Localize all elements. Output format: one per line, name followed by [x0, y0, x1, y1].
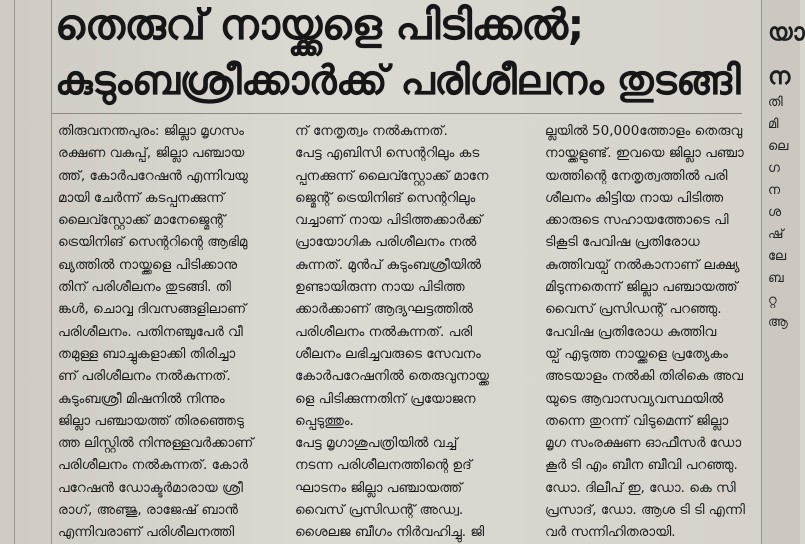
article-text-line: ഉണ്ടായിരുന്ന നായ പിടിത്ത [295, 279, 465, 296]
adjacent-text-fragment: മി [768, 117, 779, 132]
adjacent-text-fragment: ശ [768, 205, 782, 220]
article-text-line: നടന്ന പരിശീലനത്തിന്റെ ഉദ് [295, 457, 472, 474]
article-text-line: യത്തിന്റെ നേതൃത്വത്തിൽ പരി [545, 167, 728, 184]
adjacent-text-fragment: ബ [768, 271, 784, 286]
adjacent-text-fragment: തി [768, 95, 783, 110]
left-gutter-rule [14, 0, 15, 544]
article-text-line: ജില്ലാ പഞ്ചായത്ത് തിരഞ്ഞെടു [58, 412, 244, 429]
article-text-line: ളെ പിടിക്കുന്നതിന് പ്രയോജന [295, 390, 476, 407]
adjacent-text-fragment: ആ [768, 315, 788, 330]
article-text-line: ഘാടനം ജില്ലാ പഞ്ചായത്ത് [295, 479, 463, 496]
article-text-line: ഡോ. ദിലീപ് ഇ, ഡോ. കെ സി [545, 479, 736, 496]
article-text-line: വൈസ് പ്രസിഡന്റ് പറഞ്ഞു. [545, 301, 722, 318]
article-text-line: യുടെ ആവാസവ്യവസ്ഥയിൽ [545, 390, 724, 407]
article-text-line: പ്പനക്കുന്ന് ലൈവ്സ്റ്റോക്ക് മാനേ [295, 167, 489, 184]
article-text-line: എന്നിവരാണ് പരിശീലനത്തി [58, 524, 235, 541]
article-text-line: രാഗ്, അഞ്ജു, രാജേഷ് ബാൻ [58, 502, 238, 519]
article-text-line: തിരുവനന്തപുരം: ജില്ലാ മൃഗസം [58, 123, 244, 139]
article-text-line: അടയാളം നൽകി തിരികെ അവ [545, 368, 743, 385]
article-text-line: ക്കാർക്കാണ് ആദ്യഘട്ടത്തിൽ [295, 301, 473, 318]
article-text-line: പരിശീലനം നൽകുന്നത്. പരി [295, 323, 473, 340]
adjacent-text-fragment: ഷ് [768, 227, 784, 242]
article-text-line: കുത്തിവയ്പ് നൽകാനാണ് ലക്ഷ്യ [545, 256, 740, 273]
article-text-line: ത്ത്, കോർപറേഷൻ എന്നിവയു [58, 167, 248, 184]
article-text-line: പേട്ട മൃഗാശുപത്രിയിൽ വച്ച് [295, 435, 458, 452]
article-text-line: തന്നെ തുറന്ന് വിടുമെന്ന് ജില്ലാ [545, 412, 729, 429]
article-text-line: മായി ചേർന്ന് കടപ്പനക്കുന്ന് [58, 189, 225, 206]
article-text-line: തമുള്ള ബാച്ചുകളാക്കി തിരിച്ചാ [58, 345, 236, 362]
article-text-line: വച്ചാണ് നായ പിടിത്തക്കാർക്ക് [295, 212, 483, 229]
adjacent-text-fragment: ലേ [768, 249, 787, 264]
article-text-line: ത്ത ലിസ്റ്റിൽ നിന്നുള്ളവർക്കാണ് [58, 435, 254, 452]
article-text-line: കൂർ ടി എം ബീന ബീവി പറഞ്ഞു. [545, 457, 738, 474]
article-text-line: ശീലനം ലഭിച്ചവരുടെ സേവനം [295, 345, 481, 362]
article-text-line: യ്പ് എടുത്ത നായ്ക്കളെ പ്രത്യേകം [545, 345, 728, 362]
article-column-2 [295, 120, 530, 544]
headline-line-1: തെരുവ് നായ്ക്കളെ പിടിക്കൽ; [55, 0, 584, 49]
article-text-line: നായ്ക്കളുണ്ട്. ഇവയെ ജില്ലാ പഞ്ചാ [545, 145, 744, 162]
article-text-line: രക്ഷണ വകുപ്പ്, ജില്ലാ പഞ്ചായ [58, 145, 245, 162]
adjacent-text-fragment: ഗ [768, 161, 780, 176]
article-text-line: പ്രായോഗിക പരിശീലനം നൽ [295, 234, 477, 251]
article-text-line: തിന് പരിശീലനം തുടങ്ങി. തി [58, 279, 231, 296]
article-text-line: കോർപറേഷനിൽ തെരുവുനായ്ക്ക [295, 368, 489, 385]
adjacent-article-edge [761, 0, 805, 544]
article-text-line: ടികൂടി പേവിഷ പ്രതിരോധ [545, 234, 700, 251]
article-text-line: പ്രസാദ്, ഡോ. ആശ ടി ടി എന്നി [545, 502, 745, 519]
adjacent-text-fragments [768, 92, 788, 334]
article-text-line: ജ്മെന്റ് ട്രെയിനിങ് സെന്ററിലും [295, 189, 476, 206]
article-text-line: ട്രെയിനിങ് സെന്ററിന്റെ ആഭിമു [58, 234, 248, 251]
article-text-line: പറേഷൻ ഡോക്ടർമാരായ ശ്രീ [58, 479, 243, 496]
headline-line-2: കുടുംബശ്രീക്കാർക്ക് പരിശീലനം തുടങ്ങി [55, 58, 741, 104]
article-text-line: ണ് പരിശീലനം നൽകുന്നത്. [58, 368, 231, 385]
article-text-line: ല്ലയിൽ 50,000ത്തോളം തെരുവു [545, 123, 743, 139]
article-text-line: ന് നേതൃത്വം നൽകുന്നത്. [295, 123, 448, 139]
article-text-line: പേവിഷ പ്രതിരോധ കുത്തിവ [545, 323, 717, 340]
adjacent-text-fragment: ലെ [768, 139, 789, 154]
adjacent-headline-fragment-1: യാ [768, 18, 805, 46]
adjacent-text-fragment: ന [768, 183, 781, 198]
article-text-line: ശൈലജ ബീഗം നിർവഹിച്ചു. ജി [295, 524, 485, 541]
article-text-line: കുടുംബശ്രീ മിഷനിൽ നിന്നും [58, 390, 225, 407]
article-text-line: ഖ്യത്തിൽ നായ്ക്കളെ പിടിക്കാനു [58, 256, 238, 273]
article-text-line: ങ്കൾ, ചൊവ്വ ദിവസങ്ങളിലാണ് [58, 301, 247, 318]
article-text-line: ലൈവ്സ്റ്റോക്ക് മാനേജ്മെന്റ് [58, 212, 226, 229]
article-text-line: വൈസ് പ്രസിഡന്റ് അഡ്വ. [295, 502, 464, 519]
adjacent-headline-fragment-2: ന [768, 62, 791, 90]
article-text-line: പേട്ട എബിസി സെന്ററിലും കട [295, 145, 480, 162]
article-column-1 [58, 120, 278, 544]
article-text-line: പരിശീലനം നൽകുന്നത്. കോർ [58, 457, 248, 474]
article-text-line: മൃഗ സംരക്ഷണ ഓഫീസർ ഡോ [545, 435, 742, 452]
left-column-rule [51, 0, 52, 544]
article-text-line: ശീലനം കിട്ടിയ നായ പിടിത്ത [545, 189, 724, 206]
adjacent-text-fragment: റ്റ [768, 293, 777, 308]
headline-rule [52, 113, 742, 114]
article-text-line: പ്പെടുത്തും. [295, 412, 354, 429]
article-text-line: വർ സന്നിഹിതരായി. [545, 524, 676, 541]
article-column-3 [545, 120, 765, 544]
article-text-line: ക്കാരുടെ സഹായത്തോടെ പി [545, 212, 729, 229]
article-text-line: പരിശീലനം. പതിനഞ്ചുപേർ വീ [58, 323, 243, 340]
article-text-line: മിടുന്നതെന്ന് ജില്ലാ പഞ്ചായത്ത് [545, 279, 738, 296]
article-text-line: കുന്നത്. മുൻപ് കുടുംബശ്രീയിൽ [295, 256, 482, 273]
